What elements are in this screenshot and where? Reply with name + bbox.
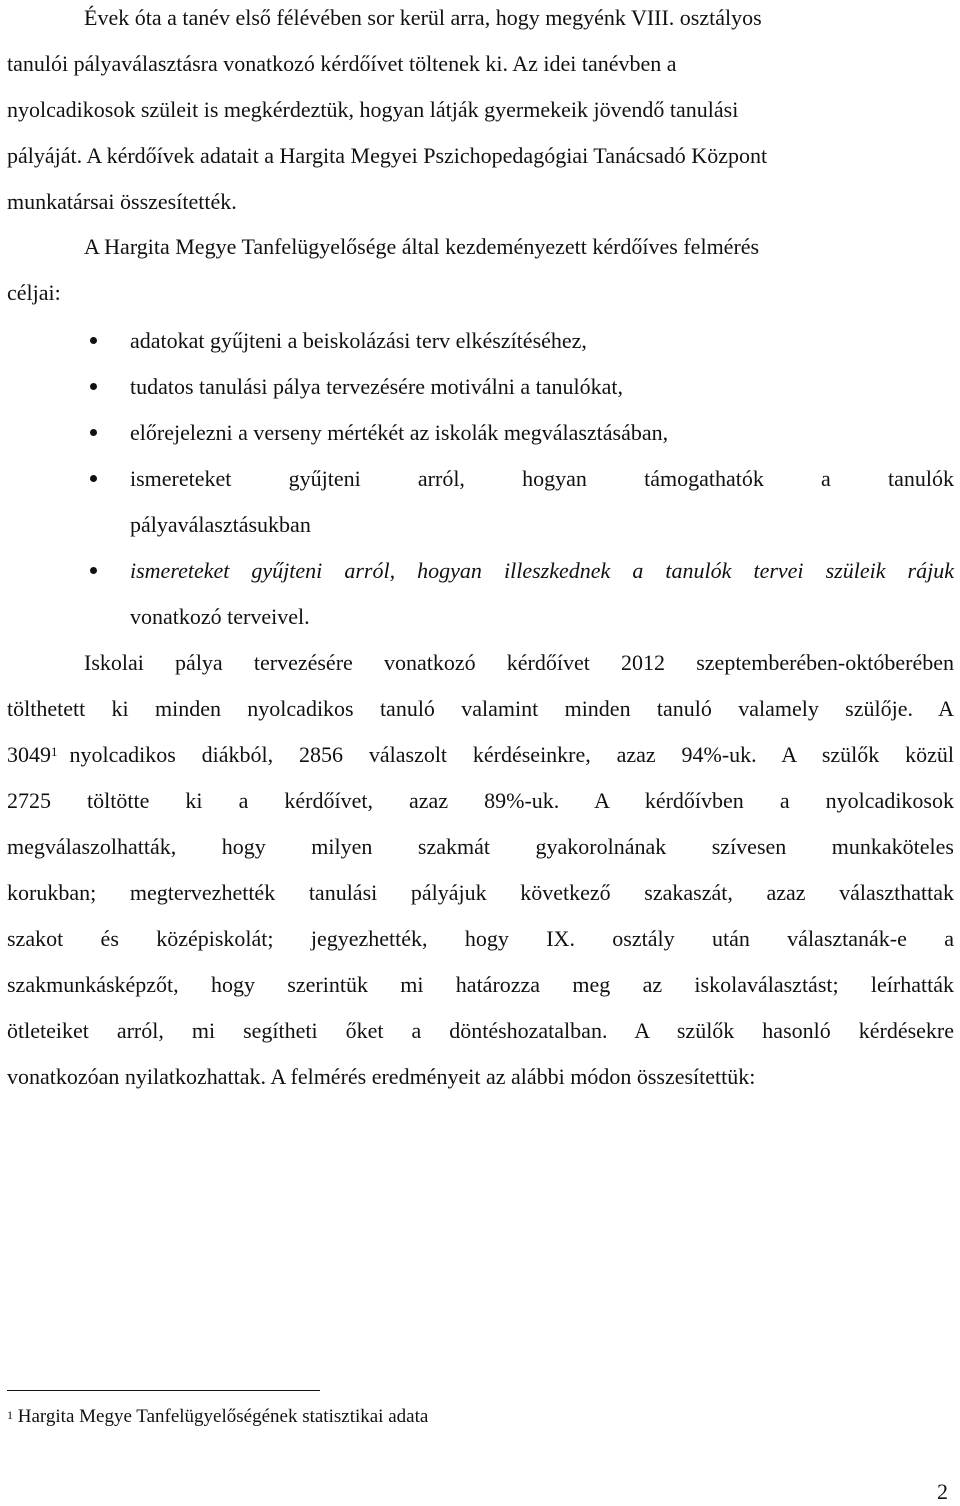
footnote-number: 1: [7, 1408, 13, 1422]
footnote-marker: 1: [51, 744, 58, 759]
page-number: 2: [937, 1479, 948, 1504]
body-line-rest: nyolcadikos diákból, 2856 válaszolt kérdéseinkre, azaz 94%-uk. A szülők közül: [69, 742, 954, 767]
bullet-icon: [90, 429, 97, 436]
list-item: ismereteket gyűjteni arról, hogyan támogathatók a tanulók: [130, 466, 954, 491]
list-item-continuation: vonatkozó terveivel.: [130, 604, 310, 629]
body-line: szakmunkásképzőt, hogy szerintük mi határozza meg az iskolaválasztást; leírhatták: [7, 972, 954, 997]
body-line: korukban; megtervezhették tanulási pályájuk következő szakaszát, azaz választhattak: [7, 880, 954, 905]
body-line: Iskolai pálya tervezésére vonatkozó kérdőívet 2012 szeptemberében-októberében: [84, 650, 954, 675]
bullet-icon: [90, 383, 97, 390]
intro-line: pályáját. A kérdőívek adatait a Hargita Megyei Pszichopedagógiai Tanácsadó Központ: [7, 143, 768, 168]
footnote-text: Hargita Megye Tanfelügyelőségének statisztikai adata: [17, 1406, 429, 1427]
body-line: tölthetett ki minden nyolcadikos tanuló valamint minden tanuló valamely szülője. A: [7, 696, 954, 721]
goals-intro-label: céljai:: [7, 280, 61, 305]
bullet-icon: [90, 337, 97, 344]
body-line: 2725 töltötte ki a kérdőívet, azaz 89%-uk. A kérdőívben a nyolcadikosok: [7, 788, 954, 813]
footnote: [7, 1404, 428, 1430]
list-item: ismereteket gyűjteni arról, hogyan illeszkednek a tanulók tervei szüleik rájuk: [130, 558, 954, 583]
intro-line: Évek óta a tanév első félévében sor kerül arra, hogy megyénk VIII. osztályos: [84, 5, 762, 30]
body-line: vonatkozóan nyilatkozhattak. A felmérés eredményeit az alábbi módon összesítettük:: [7, 1064, 756, 1089]
goals-intro-line: A Hargita Megye Tanfelügyelősége által kezdeményezett kérdőíves felmérés: [84, 234, 760, 259]
body-line: ötleteiket arról, mi segítheti őket a döntéshozatalban. A szülők hasonló kérdésekre: [7, 1018, 954, 1043]
footnote-divider: [7, 1390, 320, 1391]
list-item: tudatos tanulási pálya tervezésére motiválni a tanulókat,: [130, 374, 623, 399]
body-line: megválaszolhatták, hogy milyen szakmát gyakorolnának szívesen munkaköteles: [7, 834, 954, 859]
list-item: előrejelezni a verseny mértékét az iskolák megválasztásában,: [130, 420, 669, 445]
intro-line: munkatársai összesítették.: [7, 189, 237, 214]
student-count: 3049: [7, 742, 51, 767]
body-line: [7, 741, 954, 769]
intro-line: tanulói pályaválasztásra vonatkozó kérdőívet töltenek ki. Az idei tanévben a: [7, 51, 677, 76]
list-item-continuation: pályaválasztásukban: [130, 512, 311, 537]
body-line: szakot és középiskolát; jegyezhették, hogy IX. osztály után választanák-e a: [7, 926, 954, 951]
list-item: adatokat gyűjteni a beiskolázási terv elkészítéséhez,: [130, 328, 587, 353]
bullet-icon: [90, 475, 97, 482]
bullet-icon: [90, 567, 97, 574]
intro-line: nyolcadikosok szüleit is megkérdeztük, hogyan látják gyermekeik jövendő tanulási: [7, 97, 739, 122]
